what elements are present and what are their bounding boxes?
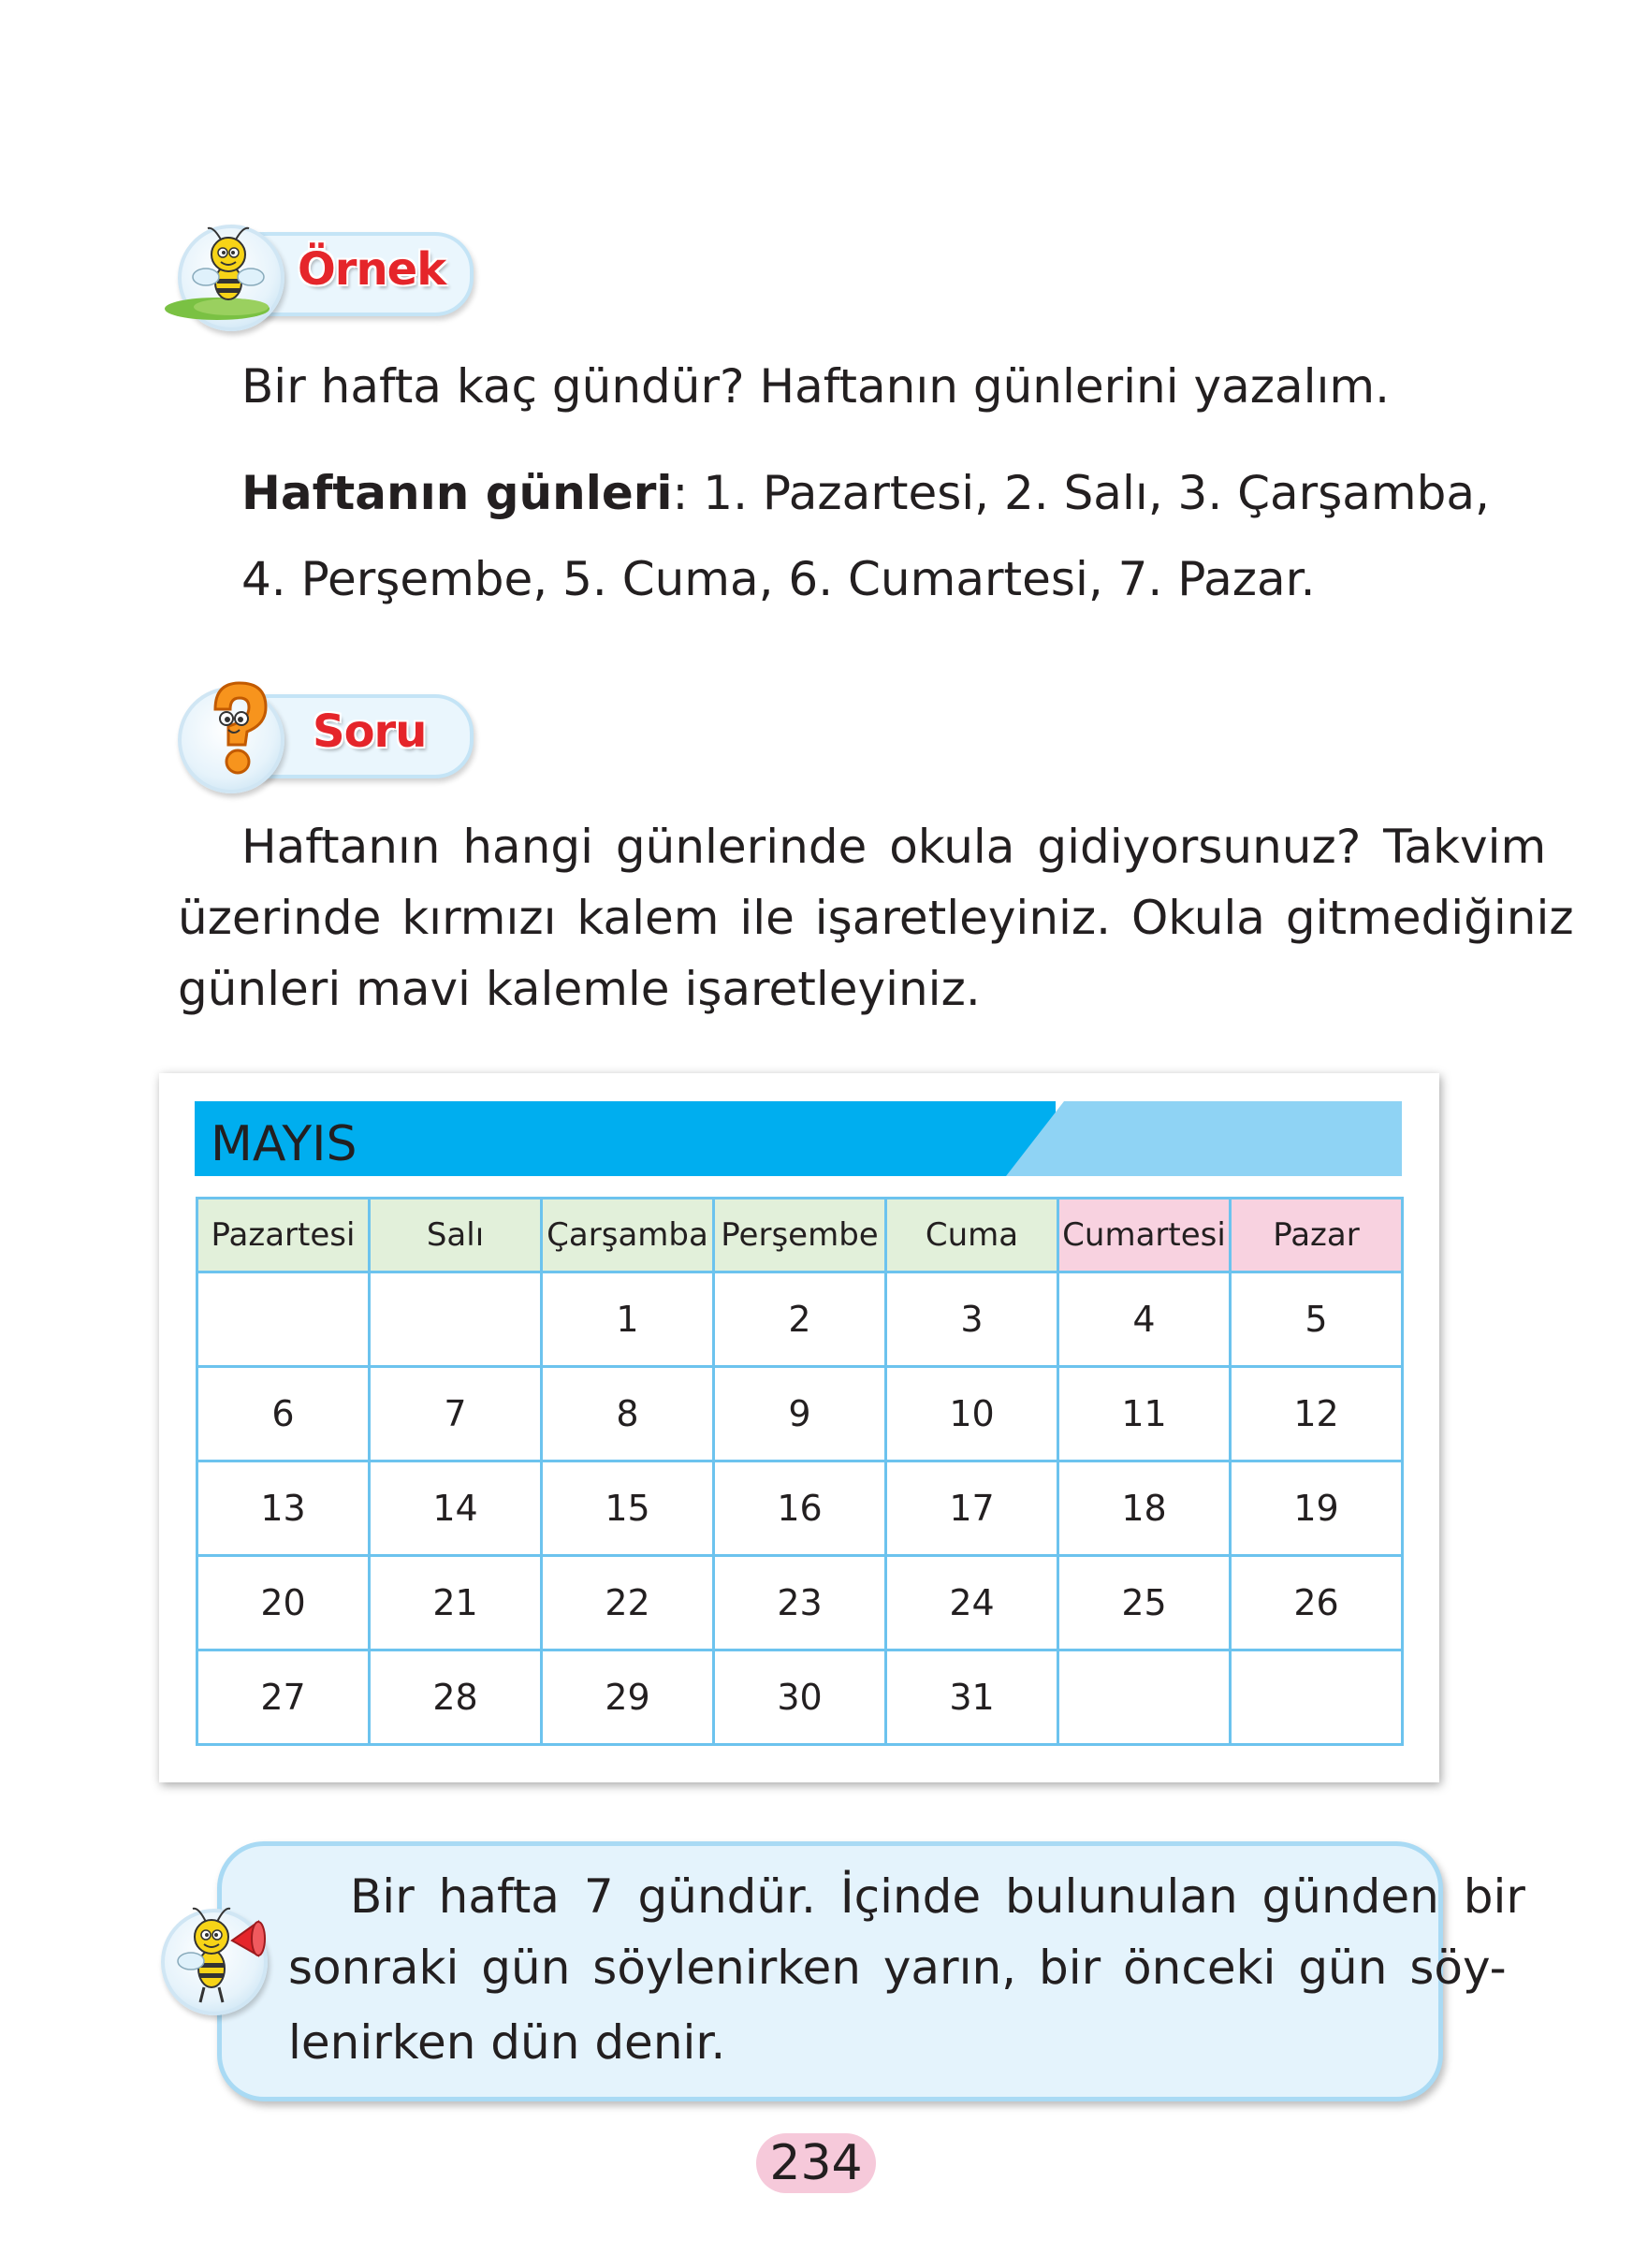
calendar-day-cell[interactable]: 7 [370, 1367, 542, 1461]
calendar-day-cell[interactable]: 29 [542, 1650, 714, 1745]
calendar-day-cell[interactable]: 11 [1058, 1367, 1231, 1461]
calendar-banner-accent [1006, 1101, 1402, 1176]
info-line-2: sonraki gün söylenirken yarın, bir önceki gün söy- [288, 1941, 1507, 1995]
calendar-day-cell[interactable] [197, 1272, 370, 1367]
example-badge-label: Örnek [298, 243, 446, 296]
calendar-day-cell[interactable]: 5 [1231, 1272, 1403, 1367]
calendar-day-cell[interactable]: 10 [886, 1367, 1058, 1461]
calendar-header-row [197, 1199, 1403, 1272]
calendar-day-cell[interactable]: 13 [197, 1461, 370, 1556]
days-of-week-line-2: 4. Perşembe, 5. Cuma, 6. Cumartesi, 7. Pazar. [241, 552, 1316, 606]
calendar-day-cell[interactable]: 28 [370, 1650, 542, 1745]
calendar-day-cell[interactable]: 9 [714, 1367, 886, 1461]
calendar-day-cell[interactable]: 4 [1058, 1272, 1231, 1367]
calendar-day-cell[interactable]: 30 [714, 1650, 886, 1745]
header-friday: Cuma [886, 1199, 1058, 1272]
page-number: 234 [769, 2135, 863, 2191]
calendar-day-cell[interactable]: 19 [1231, 1461, 1403, 1556]
calendar-day-cell[interactable] [370, 1272, 542, 1367]
info-line-1: Bir hafta 7 gündür. İçinde bulunulan günden bir [350, 1869, 1525, 1924]
header-monday: Pazartesi [197, 1199, 370, 1272]
calendar-day-cell[interactable]: 1 [542, 1272, 714, 1367]
calendar-day-cell[interactable]: 16 [714, 1461, 886, 1556]
question-line-3: günleri mavi kalemle işaretleyiniz. [178, 962, 981, 1016]
calendar-day-cell[interactable]: 6 [197, 1367, 370, 1461]
calendar-day-cell[interactable]: 20 [197, 1556, 370, 1650]
bee-megaphone-icon [159, 1883, 281, 2014]
calendar-day-cell[interactable]: 22 [542, 1556, 714, 1650]
info-line-3: lenirken dün denir. [288, 2015, 726, 2070]
calendar-day-cell[interactable]: 24 [886, 1556, 1058, 1650]
calendar-day-cell[interactable]: 8 [542, 1367, 714, 1461]
header-wednesday: Çarşamba [542, 1199, 714, 1272]
calendar-day-cell[interactable]: 17 [886, 1461, 1058, 1556]
calendar-day-cell[interactable]: 15 [542, 1461, 714, 1556]
calendar-month: MAYIS [211, 1116, 357, 1172]
calendar-day-cell[interactable]: 23 [714, 1556, 886, 1650]
calendar-week-row [197, 1272, 1403, 1367]
question-line-1: Haftanın hangi günlerinde okula gidiyorsunuz? Takvim [241, 820, 1547, 874]
days-of-week-line-1 [241, 466, 1490, 520]
example-question: Bir hafta kaç gündür? Haftanın günlerini yazalım. [241, 359, 1391, 414]
calendar-day-cell[interactable]: 25 [1058, 1556, 1231, 1650]
bee-reading-icon [161, 217, 283, 329]
calendar-day-cell[interactable]: 27 [197, 1650, 370, 1745]
calendar-week-row [197, 1367, 1403, 1461]
days-list-part-1: : 1. Pazartesi, 2. Salı, 3. Çarşamba, [672, 466, 1490, 520]
header-sunday: Pazar [1231, 1199, 1403, 1272]
calendar-week-row [197, 1461, 1403, 1556]
header-tuesday: Salı [370, 1199, 542, 1272]
calendar-day-cell[interactable]: 3 [886, 1272, 1058, 1367]
question-mark-icon [187, 674, 281, 786]
header-thursday: Perşembe [714, 1199, 886, 1272]
calendar-day-cell[interactable]: 26 [1231, 1556, 1403, 1650]
calendar-day-cell[interactable] [1058, 1650, 1231, 1745]
calendar-table [196, 1197, 1404, 1746]
calendar-day-cell[interactable]: 18 [1058, 1461, 1231, 1556]
calendar-day-cell[interactable] [1231, 1650, 1403, 1745]
question-badge-label: Soru [313, 705, 427, 758]
question-line-2: üzerinde kırmızı kalem ile işaretleyiniz. Okula gitmediğiniz [178, 891, 1574, 945]
calendar-week-row [197, 1556, 1403, 1650]
calendar-day-cell[interactable]: 12 [1231, 1367, 1403, 1461]
days-heading: Haftanın günleri [241, 466, 673, 520]
calendar-day-cell[interactable]: 14 [370, 1461, 542, 1556]
calendar-day-cell[interactable]: 31 [886, 1650, 1058, 1745]
calendar-week-row [197, 1650, 1403, 1745]
header-saturday: Cumartesi [1058, 1199, 1231, 1272]
calendar-day-cell[interactable]: 2 [714, 1272, 886, 1367]
calendar-day-cell[interactable]: 21 [370, 1556, 542, 1650]
